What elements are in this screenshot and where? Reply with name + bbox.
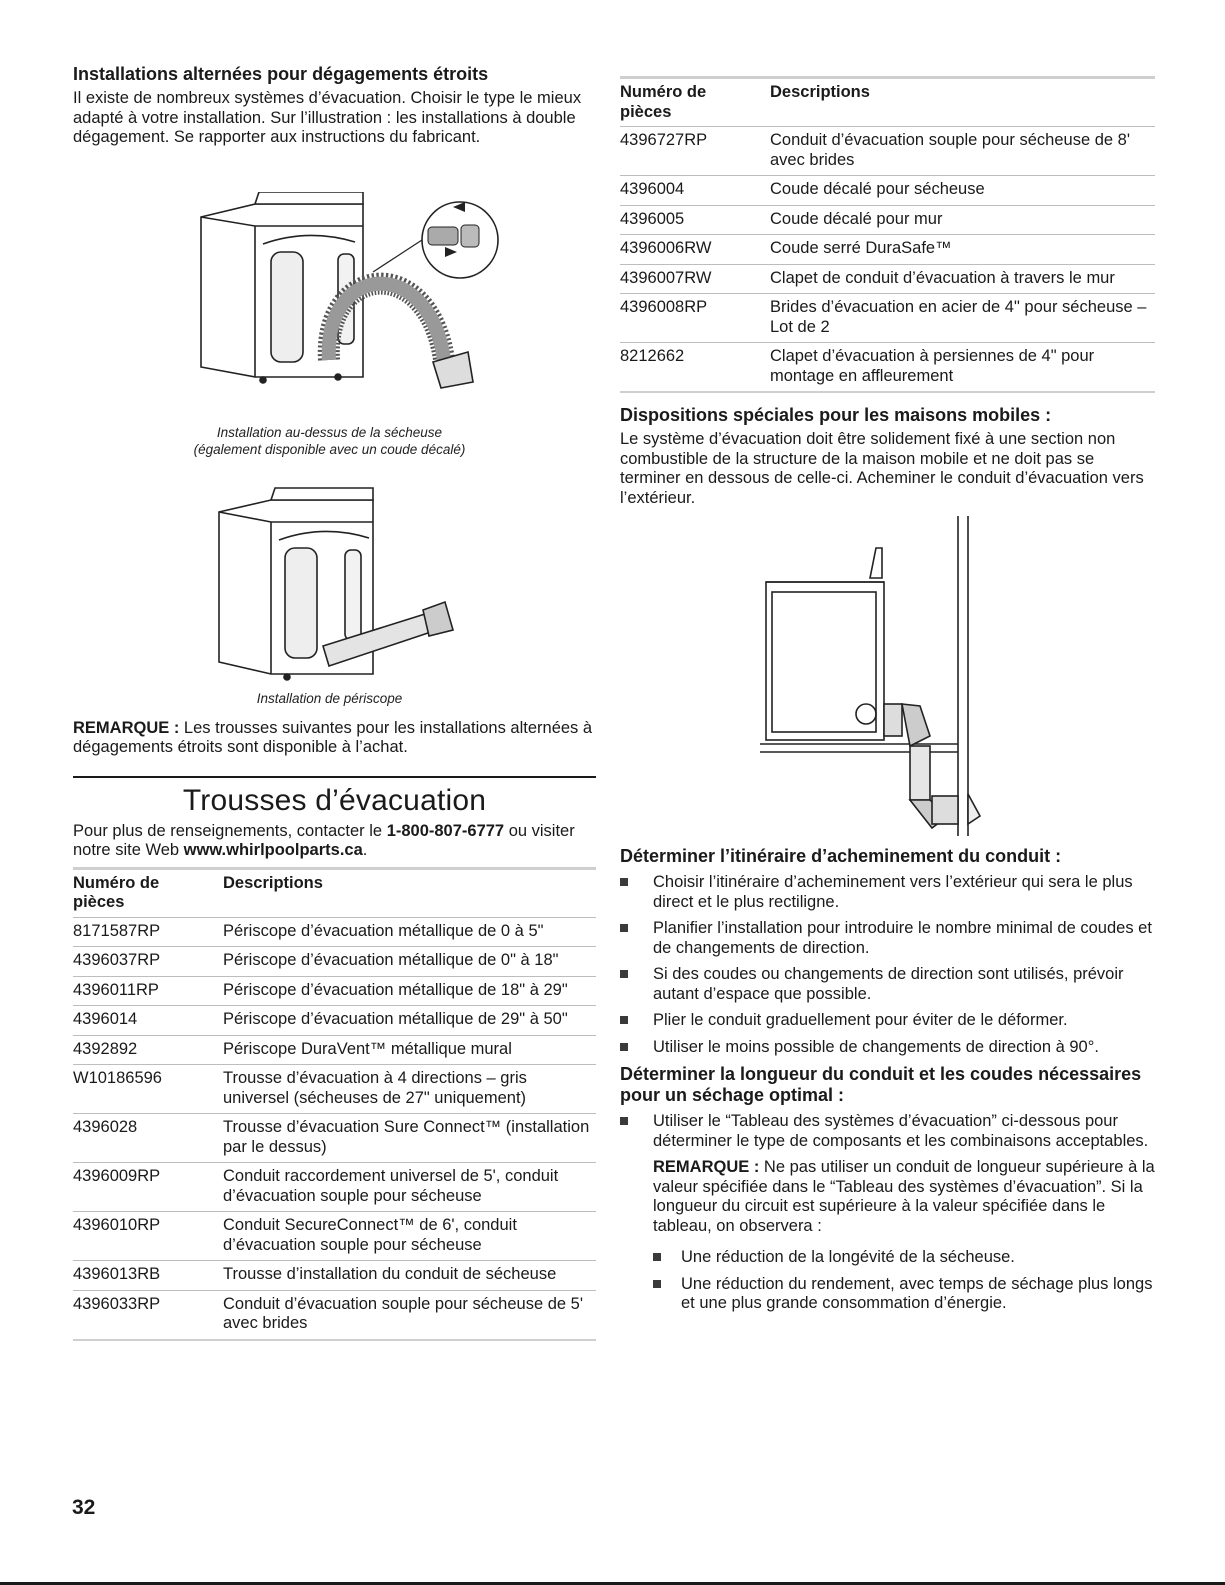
part-number-cell: 4396009RP [73,1163,223,1212]
part-number-cell: 4396014 [73,1006,223,1036]
description-cell: Périscope d’évacuation métallique de 18" à 29" [223,976,596,1006]
table-row [73,1035,596,1065]
description-cell: Périscope d’évacuation métallique de 0" à 18" [223,947,596,977]
part-number-cell: 4396007RW [620,264,770,294]
consequence-list [620,1248,1155,1314]
section-divider [73,776,596,778]
header-descriptions: Descriptions [223,868,596,917]
bullet-square-icon [620,970,628,978]
list-item [620,873,1155,912]
table-row [73,1212,596,1261]
bullet-square-icon [620,1117,628,1125]
contact-pre: Pour plus de renseignements, contacter le [73,821,387,840]
length-list [620,1112,1155,1151]
header-part-number: Numéro de pièces [620,78,770,127]
left-remarque-text: Les trousses suivantes pour les installations alternées à dégagements étroits sont disponible à l’achat. [73,718,593,756]
part-number-cell: 8171587RP [73,917,223,947]
list-item-text: Choisir l’itinéraire d’acheminement vers l’extérieur qui sera le plus direct et le plus rectiligne. [653,873,1133,911]
contact-paragraph [73,822,596,861]
list-item-text: Plier le conduit graduellement pour éviter de le déformer. [653,1011,1068,1029]
parts-table-left [73,867,596,1341]
part-number-cell: 4396004 [620,176,770,206]
description-cell: Trousse d’évacuation Sure Connect™ (installation par le dessus) [223,1114,596,1163]
right-remarque [620,1158,1155,1236]
figure-periscope [73,484,596,684]
left-remarque [73,719,596,758]
description-cell: Coude décalé pour sécheuse [770,176,1155,206]
page-number: 32 [72,1496,96,1519]
part-number-cell: 4396005 [620,205,770,235]
part-number-cell: 4396013RB [73,1261,223,1291]
route-list [620,873,1155,1057]
table-row [73,917,596,947]
description-cell: Coude serré DuraSafe™ [770,235,1155,265]
figure1-caption-line2: (également disponible avec un coude décalé) [193,441,466,457]
table-row [620,264,1155,294]
parts-table-right [620,76,1155,393]
route-heading: Déterminer l’itinéraire d’acheminement du conduit : [620,846,1062,866]
description-cell: Trousse d’installation du conduit de sécheuse [223,1261,596,1291]
header-descriptions: Descriptions [770,78,1155,127]
list-item [620,1038,1155,1058]
part-number-cell: 4396008RP [620,294,770,343]
bullet-square-icon [620,924,628,932]
list-item [653,1248,1155,1268]
part-number-cell: 4396033RP [73,1290,223,1340]
trousses-title: Trousses d’évacuation [182,783,487,817]
right-column [620,76,1155,1321]
mobile-home-vent-illustration [620,516,1155,836]
bullet-square-icon [620,878,628,886]
table-row [73,1065,596,1114]
figure1-caption [73,424,596,458]
figure1-caption-line1: Installation au-dessus de la sécheuse [216,424,443,440]
description-cell: Trousse d’évacuation à 4 directions – gris universel (sécheuses de 27" uniquement) [223,1065,596,1114]
left-column [73,64,596,1341]
length-item-text: Utiliser le “Tableau des systèmes d’évacuation” ci-dessous pour déterminer le type de composants et les combinaisons acceptables. [653,1112,1149,1150]
description-cell: Périscope d’évacuation métallique de 29" à 50" [223,1006,596,1036]
list-item-text: Planifier l’installation pour introduire le nombre minimal de coudes et de changements de direction. [653,919,1152,957]
part-number-cell: 4396006RW [620,235,770,265]
right-remarque-label: REMARQUE : [653,1158,760,1176]
table-row [73,947,596,977]
contact-mid: ou visiter notre site Web [73,821,575,859]
table-row [620,176,1155,206]
mobile-homes-body: Le système d’évacuation doit être solidement fixé à une section non combustible de la structure de la maison mobile et ne doit pas se terminer en dessous de celle-ci. Acheminer le conduit d’évacuation vers l’extérieur. [620,430,1144,507]
figure-top-exhaust [73,192,596,412]
figure2-caption: Installation de périscope [256,690,403,706]
table-row [73,1290,596,1340]
list-item [620,1011,1155,1031]
description-cell: Conduit SecureConnect™ de 6', conduit d’évacuation souple pour sécheuse [223,1212,596,1261]
part-number-cell: 4392892 [73,1035,223,1065]
description-cell: Clapet de conduit d’évacuation à travers le mur [770,264,1155,294]
dryer-top-exhaust-illustration [73,192,596,412]
table-row [73,1114,596,1163]
contact-web-link[interactable]: www.whirlpoolparts.ca [183,841,363,859]
list-item-text: Une réduction du rendement, avec temps de séchage plus longs et une plus grande consommation d’énergie. [681,1274,1153,1312]
table-row [620,294,1155,343]
table-row [73,1261,596,1291]
figure-mobile-home [620,516,1155,836]
parts-table-right-header [620,78,1155,127]
description-cell: Conduit d’évacuation souple pour sécheuse de 5' avec brides [223,1290,596,1340]
part-number-cell: 4396011RP [73,976,223,1006]
table-row [620,343,1155,393]
left-remarque-label: REMARQUE : [73,718,180,737]
header-part-number: Numéro de pièces [73,868,223,917]
table-row [620,235,1155,265]
right-remarque-text: Ne pas utiliser un conduit de longueur supérieure à la valeur spécifiée dans le “Tableau des systèmes d’évacuation”. Si la longueur du circuit est supérieure à la valeur spécifiée dans le tableau, on observera : [653,1158,1155,1235]
contact-end: . [362,841,368,859]
table-row [620,127,1155,176]
list-item-text: Utiliser le moins possible de changements de direction à 90°. [653,1037,1099,1056]
description-cell: Périscope DuraVent™ métallique mural [223,1035,596,1065]
table-row [73,1006,596,1036]
list-item [620,1112,1155,1151]
mobile-homes-heading: Dispositions spéciales pour les maisons mobiles : [620,405,1052,425]
parts-table-left-header [73,868,596,917]
dryer-periscope-illustration [73,484,596,684]
description-cell: Périscope d’évacuation métallique de 0 à 5" [223,917,596,947]
part-number-cell: 4396010RP [73,1212,223,1261]
list-item [653,1275,1155,1314]
list-item-text: Une réduction de la longévité de la sécheuse. [681,1248,1015,1266]
part-number-cell: 4396727RP [620,127,770,176]
description-cell: Clapet d’évacuation à persiennes de 4" pour montage en affleurement [770,343,1155,393]
bullet-square-icon [620,1016,628,1024]
table-row [73,976,596,1006]
part-number-cell: W10186596 [73,1065,223,1114]
description-cell: Conduit d’évacuation souple pour sécheuse de 8' avec brides [770,127,1155,176]
description-cell: Brides d’évacuation en acier de 4" pour sécheuse – Lot de 2 [770,294,1155,343]
table-row [620,205,1155,235]
description-cell: Conduit raccordement universel de 5', conduit d’évacuation souple pour sécheuse [223,1163,596,1212]
bullet-square-icon [653,1253,661,1261]
alt-installations-heading: Installations alternées pour dégagements étroits [73,64,489,84]
alt-installations-body: Il existe de nombreux systèmes d’évacuation. Choisir le type le mieux adapté à votre installation. Sur l’illustration : les installations à double dégagement. Se rapporter aux instructions du fabricant. [73,89,582,146]
description-cell: Coude décalé pour mur [770,205,1155,235]
part-number-cell: 4396037RP [73,947,223,977]
length-heading: Déterminer la longueur du conduit et les coudes nécessaires pour un séchage optimal : [620,1064,1142,1105]
list-item-text: Si des coudes ou changements de direction sont utilisés, prévoir autant d’espace que possible. [653,965,1124,1003]
contact-phone[interactable]: 1-800-807-6777 [386,821,505,840]
list-item [620,919,1155,958]
bullet-square-icon [620,1043,628,1051]
table-row [73,1163,596,1212]
part-number-cell: 8212662 [620,343,770,393]
bullet-square-icon [653,1280,661,1288]
part-number-cell: 4396028 [73,1114,223,1163]
list-item [620,965,1155,1004]
